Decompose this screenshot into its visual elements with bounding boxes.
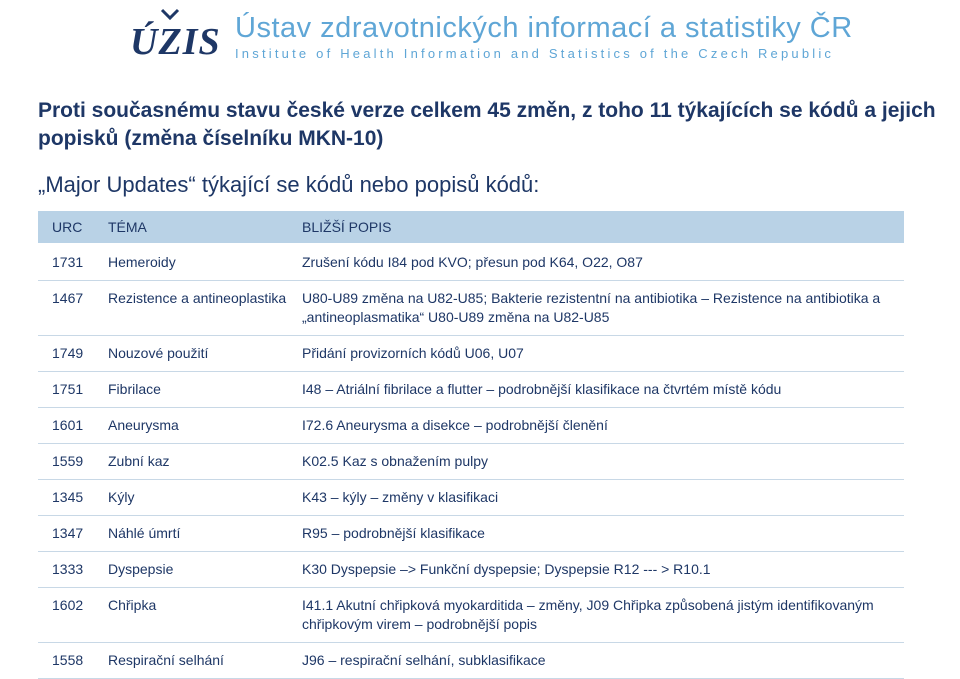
row-popis: K02.5 Kaz s obnažením pulpy [302, 453, 489, 469]
table-row [38, 408, 904, 444]
table-row [38, 372, 904, 408]
row-popis: I48 – Atriální fibrilace a flutter – podrobnější klasifikace na čtvrtém místě kódu [302, 381, 782, 397]
row-tema: Nouzové použití [108, 345, 209, 361]
updates-table [38, 211, 904, 679]
row-urc: 1467 [52, 290, 84, 306]
table-row [38, 516, 904, 552]
table-body [38, 245, 904, 679]
row-popis: K30 Dyspepsie –> Funkční dyspepsie; Dyspepsie R12 --- > R10.1 [302, 561, 711, 577]
org-name-cz: Ústav zdravotnických informací a statistiky ČR [235, 12, 853, 44]
row-popis: U80-U89 změna na U82-U85; Bakterie rezistentní na antibiotika – Rezistence na antibiotika a „antineoplasmatika“ U80-U89 změna na U82-U85 [302, 290, 881, 325]
org-name-en: Institute of Health Information and Statistics of the Czech Republic [235, 46, 835, 61]
header-popis: BLIŽŠÍ POPIS [302, 218, 392, 235]
row-popis: Přidání provizorních kódů U06, U07 [302, 345, 524, 361]
uzis-logo [130, 8, 222, 64]
row-popis: J96 – respirační selhání, subklasifikace [302, 652, 546, 668]
row-popis: I41.1 Akutní chřipková myokarditida – změny, J09 Chřipka způsobená jistým identifikovaným chřipkovým virem – podrobnější popis [302, 597, 874, 632]
logo-text: ÚZIS [130, 21, 221, 63]
row-tema: Fibrilace [108, 381, 161, 397]
row-popis: I72.6 Aneurysma a disekce – podrobnější členění [302, 417, 608, 433]
row-tema: Zubní kaz [108, 453, 170, 469]
header [0, 0, 960, 70]
row-urc: 1731 [52, 254, 84, 270]
table-row [38, 643, 904, 679]
row-urc: 1751 [52, 381, 84, 397]
table-row [38, 480, 904, 516]
row-urc: 1559 [52, 453, 84, 469]
row-urc: 1333 [52, 561, 84, 577]
row-tema: Rezistence a antineoplastika [108, 290, 287, 306]
table-row [38, 245, 904, 281]
row-tema: Hemeroidy [108, 254, 176, 270]
row-tema: Chřipka [108, 597, 157, 613]
row-urc: 1602 [52, 597, 84, 613]
row-popis: Zrušení kódu I84 pod KVO; přesun pod K64, O22, O87 [302, 254, 643, 270]
row-tema: Respirační selhání [108, 652, 224, 668]
header-urc: URC [52, 218, 83, 235]
table-header [38, 211, 904, 245]
table-row [38, 552, 904, 588]
row-urc: 1345 [52, 489, 84, 505]
row-urc: 1601 [52, 417, 84, 433]
header-tema: TÉMA [108, 218, 147, 235]
row-urc: 1749 [52, 345, 84, 361]
table-row [38, 588, 904, 643]
page-title: Proti současnému stavu české verze celkem 45 změn, z toho 11 týkajících se kódů a jejich popisků (změna číselníku MKN-10) [38, 99, 936, 150]
table-row [38, 444, 904, 480]
row-popis: R95 – podrobnější klasifikace [302, 525, 485, 541]
row-tema: Dyspepsie [108, 561, 174, 577]
page-subtitle: „Major Updates“ týkající se kódů nebo popisů kódů: [38, 172, 540, 197]
row-urc: 1558 [52, 652, 84, 668]
row-tema: Kýly [108, 489, 135, 505]
row-tema: Aneurysma [108, 417, 179, 433]
table-row [38, 281, 904, 336]
table-row [38, 336, 904, 372]
row-popis: K43 – kýly – změny v klasifikaci [302, 489, 499, 505]
row-tema: Náhlé úmrtí [108, 525, 181, 541]
row-urc: 1347 [52, 525, 84, 541]
